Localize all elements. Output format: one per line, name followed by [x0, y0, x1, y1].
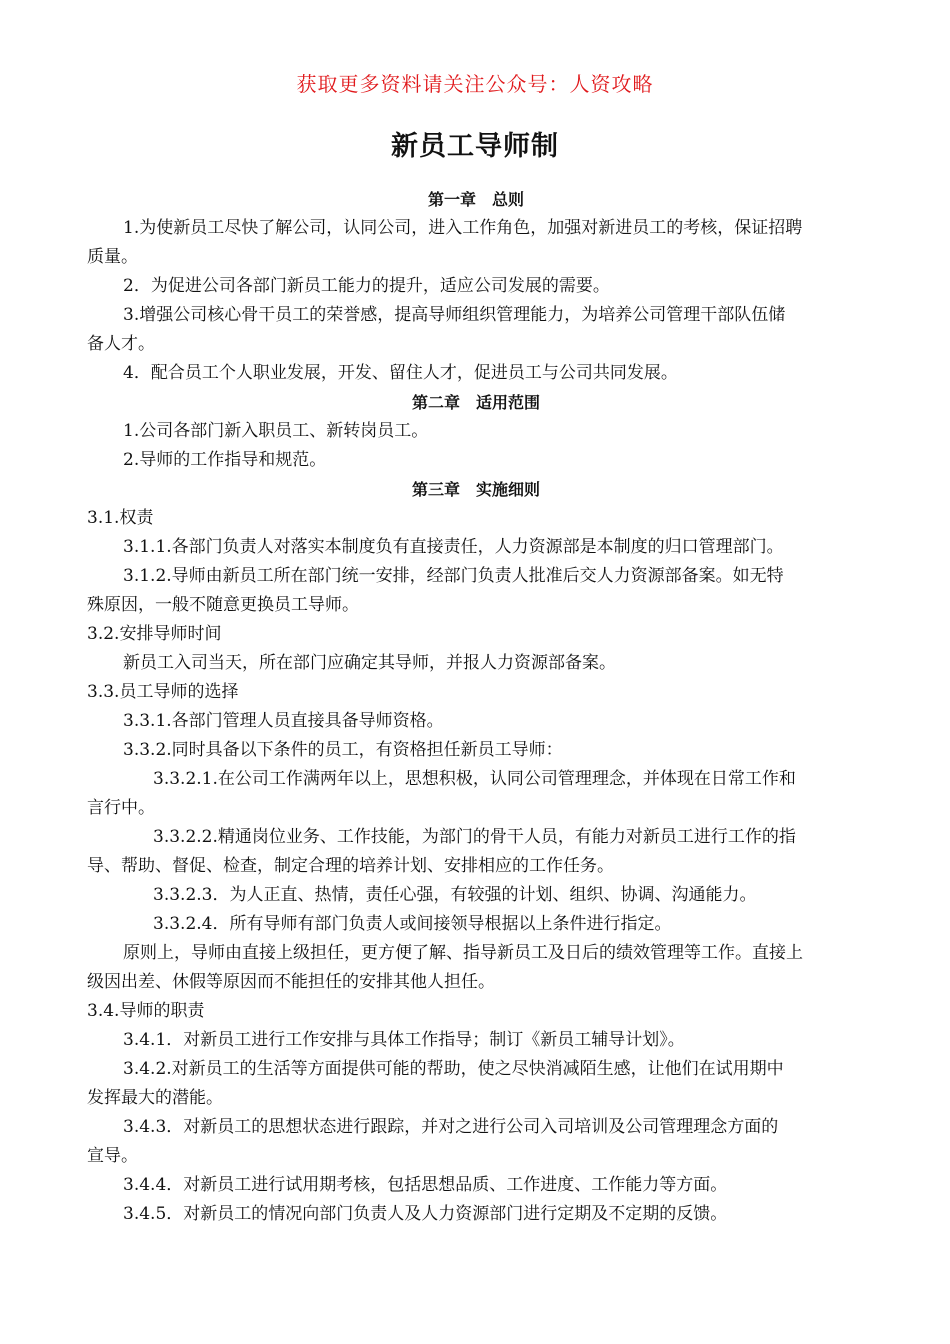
- paragraph-line: 3.增强公司核心骨干员工的荣誉感，提高导师组织管理能力，为培养公司管理干部队伍储: [123, 305, 786, 325]
- paragraph-line: 3.3.1.各部门管理人员直接具备导师资格。: [123, 711, 444, 731]
- paragraph-line: 3.4.1．对新员工进行工作安排与具体工作指导；制订《新员工辅导计划》。: [123, 1030, 685, 1050]
- paragraph-line: 原则上，导师由直接上级担任，更方便了解、指导新员工及日后的绩效管理等工作。直接上: [123, 943, 803, 963]
- paragraph-line: 3.1.1.各部门负责人对落实本制度负有直接责任，人力资源部是本制度的归口管理部门。: [123, 537, 784, 557]
- section-heading: 3.4.导师的职责: [87, 1001, 205, 1021]
- section-heading: 3.1.权责: [87, 508, 154, 528]
- paragraph-line: 3.3.2.3．为人正直、热情，责任心强，有较强的计划、组织、协调、沟通能力。: [153, 885, 757, 905]
- paragraph-line: 2.导师的工作指导和规范。: [123, 450, 327, 470]
- paragraph-line: 导、帮助、督促、检查，制定合理的培养计划、安排相应的工作任务。: [87, 856, 614, 876]
- paragraph-line: 2．为促进公司各部门新员工能力的提升，适应公司发展的需要。: [123, 276, 610, 296]
- paragraph-line: 3.3.2.4．所有导师有部门负责人或间接领导根据以上条件进行指定。: [153, 914, 672, 934]
- paragraph-line: 殊原因，一般不随意更换员工导师。: [87, 595, 359, 615]
- document-title: 新员工导师制: [391, 131, 559, 162]
- paragraph-line: 3.1.2.导师由新员工所在部门统一安排，经部门负责人批准后交人力资源部备案。如无特: [123, 566, 784, 586]
- document-body: [87, 185, 865, 1229]
- paragraph-line: 言行中。: [87, 798, 155, 818]
- chapter-3-heading: 第三章 实施细则: [411, 480, 540, 499]
- section-heading: 3.3.员工导师的选择: [87, 682, 239, 702]
- paragraph-line: 新员工入司当天，所在部门应确定其导师，并报人力资源部备案。: [123, 653, 616, 673]
- paragraph-line: 3.3.2.同时具备以下条件的员工，有资格担任新员工导师：: [123, 740, 563, 760]
- chapter-1-heading: 第一章 总则: [427, 190, 524, 209]
- paragraph-line: 宣导。: [87, 1146, 138, 1166]
- paragraph-line: 备人才。: [87, 334, 155, 354]
- paragraph-line: 质量。: [87, 247, 138, 267]
- section-heading: 3.2.安排导师时间: [87, 624, 222, 644]
- paragraph-line: 3.4.3．对新员工的思想状态进行跟踪，并对之进行公司入司培训及公司管理理念方面的: [123, 1117, 779, 1137]
- paragraph-line: 1.为使新员工尽快了解公司，认同公司，进入工作角色，加强对新进员工的考核，保证招聘: [123, 218, 803, 238]
- paragraph-line: 4．配合员工个人职业发展，开发、留住人才，促进员工与公司共同发展。: [123, 363, 678, 383]
- paragraph-line: 3.3.2.2.精通岗位业务、工作技能，为部门的骨干人员，有能力对新员工进行工作的指: [153, 827, 796, 847]
- paragraph-line: 3.3.2.1.在公司工作满两年以上，思想积极，认同公司管理理念，并体现在日常工作和: [153, 769, 796, 789]
- paragraph-line: 发挥最大的潜能。: [87, 1088, 223, 1108]
- paragraph-line: 1.公司各部门新入职员工、新转岗员工。: [123, 421, 429, 441]
- paragraph-line: 3.4.2.对新员工的生活等方面提供可能的帮助，使之尽快消减陌生感，让他们在试用期中: [123, 1059, 784, 1079]
- paragraph-line: 3.4.5．对新员工的情况向部门负责人及人力资源部门进行定期及不定期的反馈。: [123, 1204, 728, 1224]
- chapter-2-heading: 第二章 适用范围: [411, 393, 540, 412]
- paragraph-line: 级因出差、休假等原因而不能担任的安排其他人担任。: [87, 972, 495, 992]
- paragraph-line: 3.4.4．对新员工进行试用期考核，包括思想品质、工作进度、工作能力等方面。: [123, 1175, 728, 1195]
- promo-banner: 获取更多资料请关注公众号：人资攻略: [296, 72, 654, 96]
